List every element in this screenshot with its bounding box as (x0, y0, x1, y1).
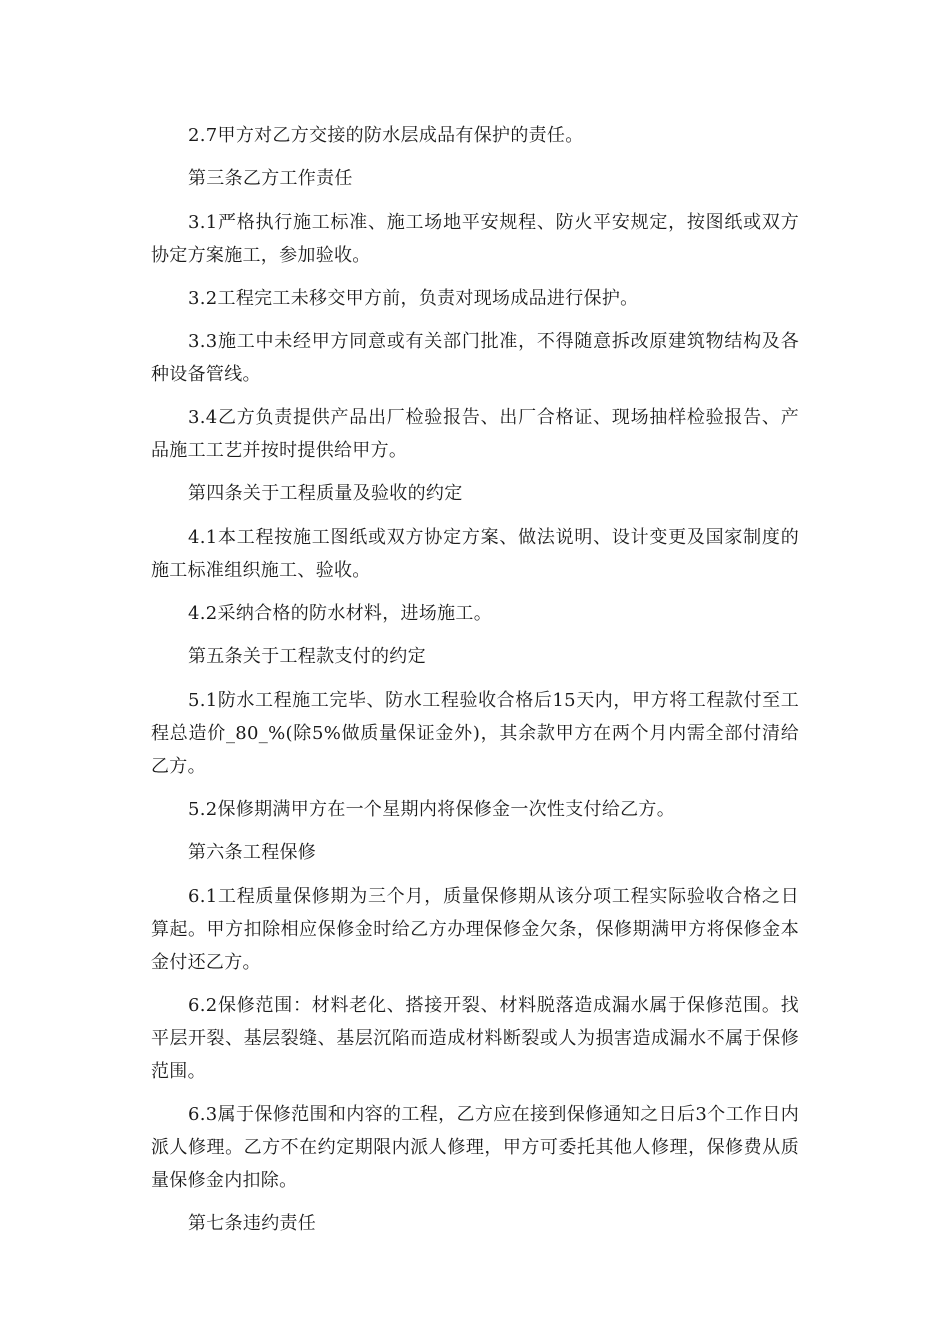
clause-2-7: 2.7甲方对乙方交接的防水层成品有保护的责任。 (188, 125, 584, 146)
heading-article-3: 第三条乙方工作责任 (188, 168, 353, 189)
clause-3-3: 3.3施工中未经甲方同意或有关部门批准，不得随意拆改原建筑物结构及各种设备管线。 (151, 331, 799, 385)
clause-3-1: 3.1严格执行施工标准、施工场地平安规程、防火平安规定，按图纸或双方协定方案施工，参加验收。 (151, 212, 799, 266)
heading-article-6: 第六条工程保修 (188, 842, 317, 863)
clause-4-1: 4.1本工程按施工图纸或双方协定方案、做法说明、设计变更及国家制度的施工标准组织施工、验收。 (151, 527, 799, 581)
heading-article-4: 第四条关于工程质量及验收的约定 (188, 483, 463, 504)
clause-5-1: 5.1防水工程施工完毕、防水工程验收合格后15天内，甲方将工程款付至工程总造价_80_%(除5%做质量保证金外)，其余款甲方在两个月内需全部付清给乙方。 (151, 690, 799, 777)
clause-5-2: 5.2保修期满甲方在一个星期内将保修金一次性支付给乙方。 (188, 799, 676, 820)
document-page (151, 119, 799, 1251)
clause-6-2: 6.2保修范围：材料老化、搭接开裂、材料脱落造成漏水属于保修范围。找平层开裂、基层裂缝、基层沉陷而造成材料断裂或人为损害造成漏水不属于保修范围。 (151, 995, 799, 1082)
clause-6-1: 6.1工程质量保修期为三个月，质量保修期从该分项工程实际验收合格之日算起。甲方扣除相应保修金时给乙方办理保修金欠条，保修期满甲方将保修金本金付还乙方。 (151, 886, 799, 973)
clause-3-2: 3.2工程完工未移交甲方前，负责对现场成品进行保护。 (188, 288, 639, 309)
heading-article-5: 第五条关于工程款支付的约定 (188, 646, 426, 667)
clause-6-3: 6.3属于保修范围和内容的工程，乙方应在接到保修通知之日后3个工作日内派人修理。乙方不在约定期限内派人修理，甲方可委托其他人修理，保修费从质量保修金内扣除。 (151, 1104, 799, 1191)
clause-3-4: 3.4乙方负责提供产品出厂检验报告、出厂合格证、现场抽样检验报告、产品施工工艺并按时提供给甲方。 (151, 407, 799, 461)
clause-4-2: 4.2采纳合格的防水材料，进场施工。 (188, 603, 493, 624)
heading-article-7: 第七条违约责任 (188, 1213, 317, 1234)
